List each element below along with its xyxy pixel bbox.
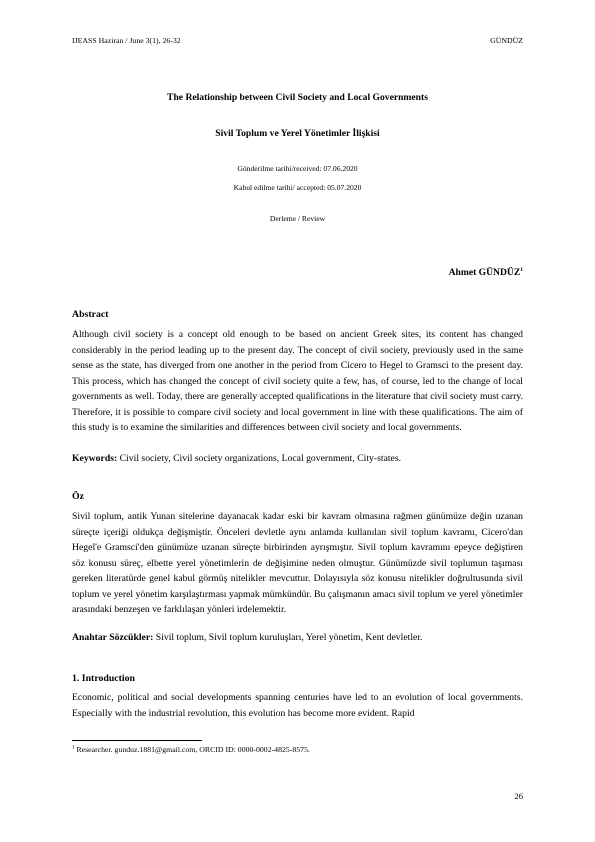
anahtar-label: Anahtar Sözcükler: bbox=[72, 632, 154, 643]
accepted-date: Kabul edilme tarihi/ accepted: 05.07.2020 bbox=[233, 183, 362, 192]
received-date: Gönderilme tarihi/received: 07.06.2020 bbox=[237, 164, 358, 173]
introduction-text: Economic, political and social developments spanning centuries have led to an evolution of local governments. Especially with the industrial revolution, this evolution has become more evident. Rapid bbox=[72, 692, 523, 719]
running-header-author: GÜNDÜZ bbox=[490, 36, 523, 45]
footnote-separator bbox=[72, 740, 202, 741]
article-type: Derleme / Review bbox=[269, 214, 326, 223]
title-turkish: Sivil Toplum ve Yerel Yönetimler İlişkisi bbox=[215, 128, 380, 139]
keywords-text: Civil society, Civil society organizations, Local government, City-states. bbox=[119, 453, 402, 464]
abstract-heading: Abstract bbox=[72, 309, 109, 320]
footnote-text: Researcher. gunduz.1881@gmail.com, ORCID ID: 0000-0002-4825-8575. bbox=[76, 745, 310, 754]
footnote-mark: 1 bbox=[72, 745, 75, 751]
introduction-heading: 1. Introduction bbox=[72, 673, 135, 684]
abstract-keywords bbox=[72, 453, 523, 464]
page-number: 26 bbox=[514, 791, 523, 801]
anahtar-text: Sivil toplum, Sivil toplum kuruluşları, Yerel yönetim, Kent devletler. bbox=[155, 632, 423, 643]
author-footnote-mark: 1 bbox=[520, 267, 523, 273]
title-english: The Relationship between Civil Society and Local Governments bbox=[167, 92, 428, 103]
footnote bbox=[72, 745, 310, 754]
oz-text: Sivil toplum, antik Yunan sitelerine dayanacak kadar eski bir kavram olmasına rağmen günümüze değin uzanan süreçte içeriği oldukça değişmiştir. Önceleri devletle aynı anlamda kullanılan sivil toplum kavramı, Cicero'dan Hegel'e Gramsci'den günümüze uzanan süreçte birbirinden ayrışmıştır. Sivil toplum kavramını epeyce değiştiren söz konusu süreç, elbette yerel yönetimlerin de değişimine neden olmuştur. Günümüzde sivil toplumun taşıması gereken literatürde genel kabul görmüş nitelikler mevcuttur. Dolayısıyla söz konusu nitelikler doğrultusunda sivil toplum ve yerel yönetim karşılaştırması yapmak mümkündür. Bu çalışmanın amacı sivil toplum ve yerel yönetimler arasındaki benzeşen ve farklılaşan yönleri irdelemektir. bbox=[72, 511, 523, 615]
author-name bbox=[449, 267, 523, 278]
abstract-text: Although civil society is a concept old enough to be based on ancient Greek sites, its content has changed considerably in the period leading up to the present day. The concept of civil society, previously used in the same sense as the state, has diverged from one another in the period from Cicero to Hegel to Gramsci to the present day. This process, which has changed the concept of civil society quite a few, has, of course, led to the change of local governments as well. Today, there are generally accepted qualifications in the literature that civil society must carry. Therefore, it is possible to compare civil society and local government in line with these qualifications. The aim of this study is to examine the similarities and differences between civil society and local governments. bbox=[72, 329, 523, 433]
oz-keywords bbox=[72, 632, 523, 643]
keywords-label: Keywords: bbox=[72, 453, 118, 464]
author-name-text: Ahmet GÜNDÜZ bbox=[448, 267, 521, 279]
running-header-journal: IJEASS Haziran / June 3(1), 26-32 bbox=[72, 36, 181, 45]
oz-heading: Öz bbox=[72, 491, 84, 502]
